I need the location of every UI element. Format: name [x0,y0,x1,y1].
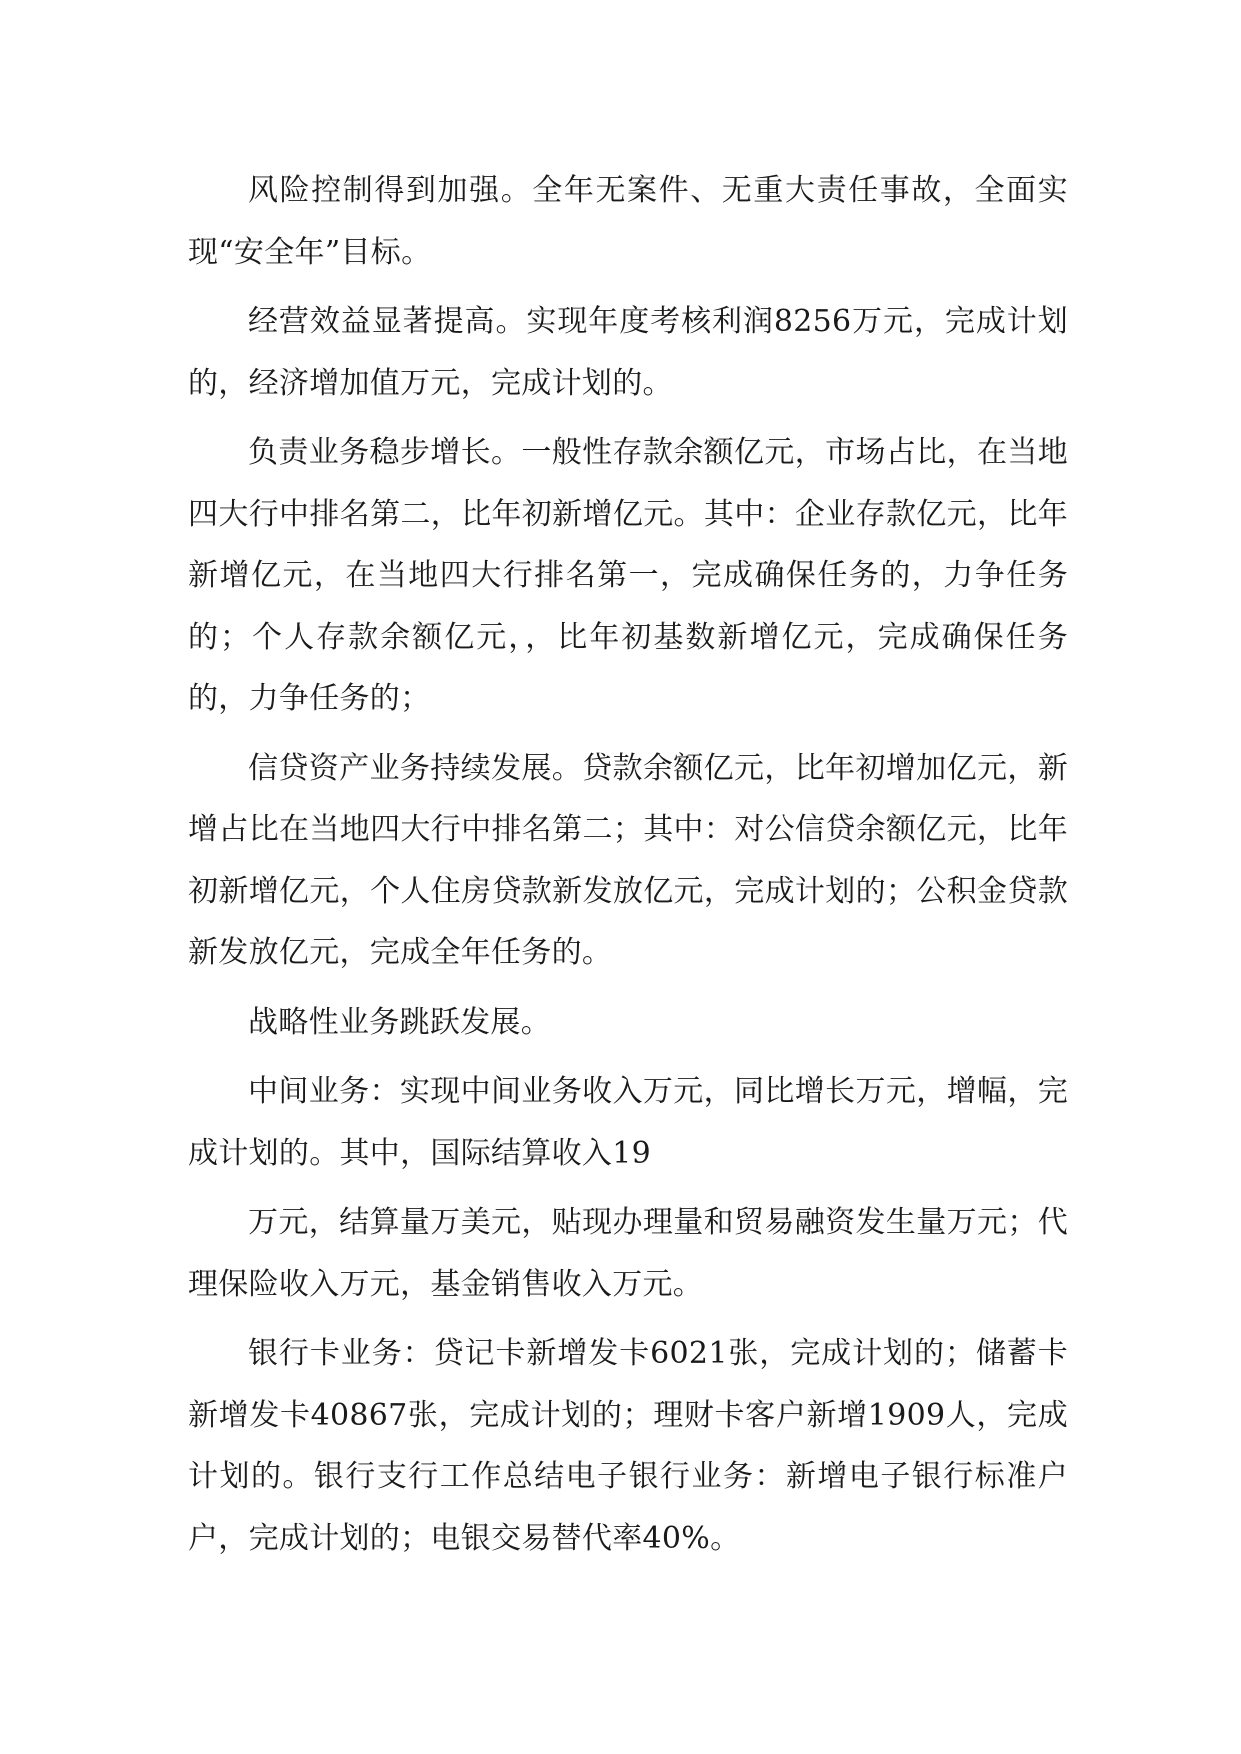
paragraph-liability-business: 负责业务稳步增长。一般性存款余额亿元，市场占比，在当地四大行中排名第二，比年初新增亿元。其中：企业存款亿元，比年新增亿元，在当地四大行排名第一，完成确保任务的，力争任务的；个人存款余额亿元，，比年初基数新增亿元，完成确保任务的，力争任务的； [188,435,1068,716]
paragraph-bank-card-ebanking: 银行卡业务：贷记卡新增发卡6021张，完成计划的；储蓄卡新增发卡40867张，完成计划的；理财卡客户新增1909人，完成计划的。银行支行工作总结电子银行业务：新增电子银行标准户户，完成计划的；电银交易替代率40%。 [188,1336,1068,1556]
paragraph-credit-assets: 信贷资产业务持续发展。贷款余额亿元，比年初增加亿元，新增占比在当地四大行中排名第二；其中：对公信贷余额亿元，比年初新增亿元，个人住房贷款新发放亿元，完成计划的；公积金贷款新发放亿元，完成全年任务的。 [188,750,1068,970]
paragraph-strategic-business: 战略性业务跳跃发展。 [248,1004,551,1040]
paragraph-intermediate-business: 中间业务：实现中间业务收入万元，同比增长万元，增幅，完成计划的。其中，国际结算收入19 [188,1074,1068,1171]
paragraph-operating-profit: 经营效益显著提高。实现年度考核利润8256万元，完成计划的，经济增加值万元，完成计划的。 [188,304,1068,401]
paragraph-settlement-insurance: 万元，结算量万美元，贴现办理量和贸易融资发生量万元；代理保险收入万元，基金销售收入万元。 [188,1205,1068,1302]
document-body [188,160,1068,1577]
paragraph-risk-control: 风险控制得到加强。全年无案件、无重大责任事故，全面实现“安全年”目标。 [188,173,1068,270]
